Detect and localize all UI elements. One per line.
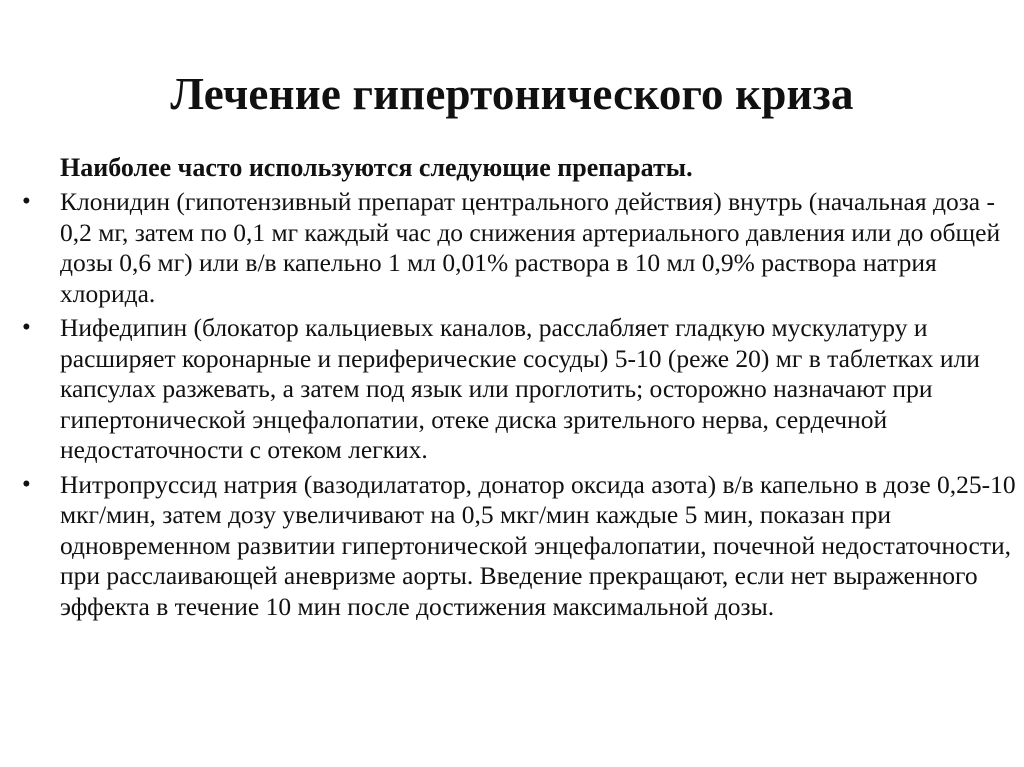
bullet-dot-icon: • xyxy=(22,188,31,215)
bullet-item-clonidine xyxy=(16,187,1016,309)
bullet-text: Нитропруссид натрия (вазодилататор, донатор оксида азота) в/в капельно в дозе 0,25-10 мкг/мин, затем дозу увеличивают на 0,5 мкг/мин каждые 5 мин, показан при одновременном развитии гипертонической энцефалопатии, почечной недостаточности, при расслаивающей аневризме аорты. Введение прекращают, если нет выраженного эффекта в течение 10 мин после достижения максимальной дозы. xyxy=(60,469,1016,621)
intro-text: Наиболее часто используются следующие препараты. xyxy=(60,153,693,182)
slide-content xyxy=(16,152,1016,626)
bullet-dot-icon: • xyxy=(22,470,31,498)
bullet-dot-icon: • xyxy=(22,314,31,341)
bullet-text: Клонидин (гипотензивный препарат центрального действия) внутрь (начальная доза - 0,2 мг, затем по 0,1 мг каждый час до снижения артериального давления или до общей дозы 0,6 мг) или в/в капельно 1 мл 0,01% раствора в 10 мл 0,9% раствора натрия хлорида. xyxy=(60,187,1001,308)
bullet-text: Нифедипин (блокатор кальциевых каналов, расслабляет гладкую мускулатуру и расширяет коронарные и периферические сосуды) 5-10 (реже 20) мг в таблетках или капсулах разжевать, а затем под язык или проглотить; осторожно назначают при гипертонической энцефалопатии, отеке диска зрительного нерва, сердечной недостаточности с отеком легких. xyxy=(60,313,980,464)
bullet-item-nifedipine xyxy=(16,313,1016,466)
slide-title: Лечение гипертонического криза xyxy=(170,69,854,119)
bullet-list xyxy=(16,187,1016,622)
bullet-item-nitroprusside xyxy=(16,470,1016,623)
